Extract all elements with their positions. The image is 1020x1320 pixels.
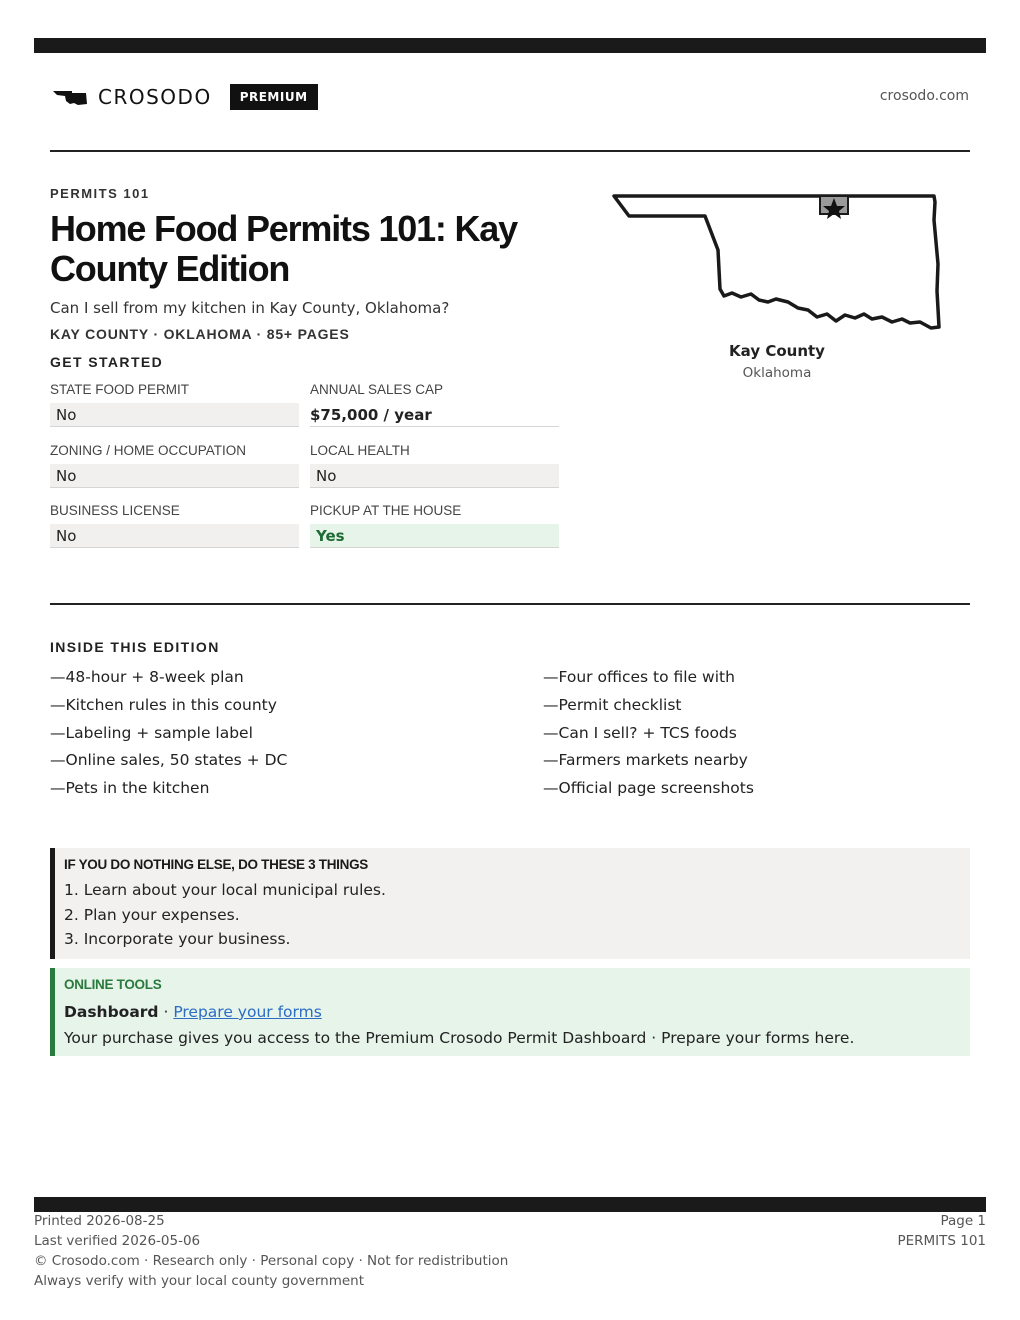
map-state-label: Oklahoma	[742, 365, 812, 381]
toc-item: —Official page screenshots	[543, 779, 754, 798]
field-label: ZONING / HOME OCCUPATION	[50, 443, 247, 458]
site-url[interactable]: crosodo.com	[879, 88, 969, 104]
toc-item: —Farmers markets nearby	[543, 751, 748, 770]
dashboard-line	[64, 1002, 970, 1022]
state-outline	[614, 196, 939, 328]
verify-note: Always verify with your local county government	[34, 1273, 364, 1289]
toc-item: —Labeling + sample label	[50, 723, 253, 742]
separator: ·	[158, 1003, 174, 1021]
toc-item: —Pets in the kitchen	[50, 779, 210, 798]
kicker: PERMITS 101	[50, 186, 150, 201]
footer-section: PERMITS 101	[897, 1233, 986, 1249]
inside-heading: INSIDE THIS EDITION	[50, 639, 220, 655]
list-item: 1. Learn about your local municipal rules.	[64, 881, 386, 899]
field-label: STATE FOOD PERMIT	[50, 382, 190, 397]
bottom-bar	[34, 1197, 986, 1212]
field-annual-sales-cap	[310, 382, 559, 427]
oklahoma-logo-icon	[52, 87, 88, 107]
field-value: No	[50, 524, 299, 548]
field-local-health	[310, 443, 559, 488]
field-label: BUSINESS LICENSE	[50, 503, 180, 518]
header-divider	[50, 150, 970, 152]
list-item: 3. Incorporate your business.	[64, 930, 291, 948]
toc-right	[543, 667, 754, 806]
online-tools-callout	[50, 968, 970, 1056]
callout-title: IF YOU DO NOTHING ELSE, DO THESE 3 THINGS	[64, 857, 368, 872]
copyright: © Crosodo.com · Research only · Personal copy · Not for redistribution	[34, 1253, 509, 1269]
top-bar	[34, 38, 986, 53]
three-things-list	[64, 880, 970, 954]
toc-left	[50, 667, 287, 806]
field-value: Yes	[310, 524, 559, 548]
get-started-heading: GET STARTED	[50, 354, 164, 370]
field-label: LOCAL HEALTH	[310, 443, 410, 458]
toc-item: —Can I sell? + TCS foods	[543, 723, 737, 742]
printed-date: Printed 2026-08-25	[34, 1213, 165, 1229]
field-value: No	[50, 403, 299, 427]
page-subtitle: Can I sell from my kitchen in Kay County, Oklahoma?	[50, 299, 450, 317]
three-things-callout	[50, 848, 970, 959]
map-county-label: Kay County	[729, 342, 825, 360]
field-label: PICKUP AT THE HOUSE	[310, 503, 462, 518]
footer-right	[897, 1211, 986, 1251]
dashboard-label: Dashboard	[64, 1003, 159, 1021]
toc-item: —Online sales, 50 states + DC	[50, 751, 288, 770]
page-number: Page 1	[940, 1213, 986, 1229]
section-divider	[50, 603, 970, 605]
verified-date: Last verified 2026-05-06	[34, 1233, 201, 1249]
oklahoma-map	[608, 188, 948, 338]
toc-item: —48-hour + 8-week plan	[50, 668, 244, 686]
toc-item: —Kitchen rules in this county	[50, 695, 277, 714]
field-value: No	[310, 464, 559, 488]
dashboard-description: Your purchase gives you access to the Premium Crosodo Permit Dashboard · Prepare your forms here.	[64, 1029, 855, 1047]
field-value: $75,000 / year	[310, 403, 559, 427]
brand-name: CROSODO	[98, 85, 212, 109]
field-label: ANNUAL SALES CAP	[310, 382, 444, 397]
list-item: 2. Plan your expenses.	[64, 905, 240, 924]
footer-left	[34, 1211, 508, 1291]
page-meta: KAY COUNTY · OKLAHOMA · 85+ PAGES	[50, 326, 350, 342]
field-value: No	[50, 464, 299, 488]
page-title: Home Food Permits 101: Kay County Edition	[50, 208, 517, 289]
toc-item: —Four offices to file with	[543, 668, 735, 686]
brand[interactable]	[52, 82, 318, 112]
field-state-food-permit	[50, 382, 299, 427]
field-business-license	[50, 503, 299, 548]
toc-item: —Permit checklist	[543, 695, 682, 714]
field-zoning	[50, 443, 299, 488]
field-pickup-at-house	[310, 503, 559, 548]
callout-title: ONLINE TOOLS	[64, 977, 162, 992]
prepare-forms-link[interactable]: Prepare your forms	[173, 1003, 322, 1021]
premium-badge: PREMIUM	[230, 84, 318, 110]
